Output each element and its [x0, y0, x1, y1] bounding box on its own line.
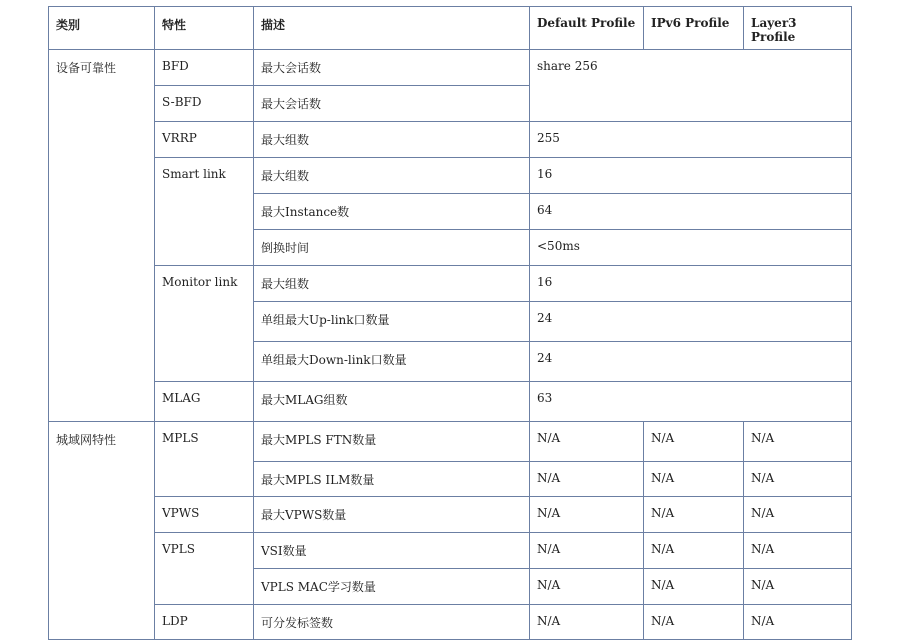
default-value-cell: N/A	[530, 422, 644, 462]
table-row	[49, 497, 852, 533]
table-row	[49, 122, 852, 158]
description-cell: 最大组数	[254, 266, 530, 302]
layer3-value-cell: N/A	[744, 605, 852, 640]
value-cell: 63	[530, 382, 852, 422]
value-cell: 255	[530, 122, 852, 158]
ipv6-value-cell: N/A	[644, 497, 744, 533]
ipv6-value-cell: N/A	[644, 462, 744, 497]
layer3-value-cell: N/A	[744, 422, 852, 462]
description-cell: 单组最大Down-link口数量	[254, 342, 530, 382]
feature-cell: Monitor link	[155, 266, 254, 382]
header-default-profile: Default Profile	[530, 7, 644, 50]
header-description: 描述	[254, 7, 530, 50]
value-cell: 64	[530, 194, 852, 230]
table-row	[49, 382, 852, 422]
table-row	[49, 50, 852, 86]
description-cell: VSI数量	[254, 533, 530, 569]
header-ipv6-profile: IPv6 Profile	[644, 7, 744, 50]
table-row	[49, 605, 852, 640]
default-value-cell: N/A	[530, 533, 644, 569]
feature-cell: VRRP	[155, 122, 254, 158]
layer3-value-cell: N/A	[744, 497, 852, 533]
value-cell: 24	[530, 302, 852, 342]
feature-cell: BFD	[155, 50, 254, 86]
default-value-cell: N/A	[530, 605, 644, 640]
table-row	[49, 422, 852, 462]
description-cell: 倒换时间	[254, 230, 530, 266]
table-row	[49, 533, 852, 569]
profile-spec-table	[48, 6, 852, 640]
header-category: 类别	[49, 7, 155, 50]
description-cell: 最大组数	[254, 158, 530, 194]
description-cell: 最大Instance数	[254, 194, 530, 230]
feature-cell: MLAG	[155, 382, 254, 422]
default-value-cell: N/A	[530, 497, 644, 533]
description-cell: 最大VPWS数量	[254, 497, 530, 533]
description-cell: 最大组数	[254, 122, 530, 158]
ipv6-value-cell: N/A	[644, 605, 744, 640]
table-row	[49, 266, 852, 302]
feature-cell: VPWS	[155, 497, 254, 533]
value-cell: 16	[530, 266, 852, 302]
feature-cell: S-BFD	[155, 86, 254, 122]
value-cell: <50ms	[530, 230, 852, 266]
description-cell: 最大会话数	[254, 50, 530, 86]
value-cell: share 256	[530, 50, 852, 122]
ipv6-value-cell: N/A	[644, 569, 744, 605]
ipv6-value-cell: N/A	[644, 422, 744, 462]
value-cell: 24	[530, 342, 852, 382]
default-value-cell: N/A	[530, 462, 644, 497]
description-cell: 最大MPLS FTN数量	[254, 422, 530, 462]
description-cell: 最大MPLS ILM数量	[254, 462, 530, 497]
ipv6-value-cell: N/A	[644, 533, 744, 569]
layer3-value-cell: N/A	[744, 569, 852, 605]
header-feature: 特性	[155, 7, 254, 50]
value-cell: 16	[530, 158, 852, 194]
feature-cell: Smart link	[155, 158, 254, 266]
table-row	[49, 158, 852, 194]
feature-cell: VPLS	[155, 533, 254, 605]
category-cell: 设备可靠性	[49, 50, 155, 422]
description-cell: VPLS MAC学习数量	[254, 569, 530, 605]
description-cell: 单组最大Up-link口数量	[254, 302, 530, 342]
layer3-value-cell: N/A	[744, 462, 852, 497]
description-cell: 最大会话数	[254, 86, 530, 122]
feature-cell: MPLS	[155, 422, 254, 497]
description-cell: 最大MLAG组数	[254, 382, 530, 422]
category-cell: 城域网特性	[49, 422, 155, 640]
header-row	[49, 7, 852, 50]
feature-cell: LDP	[155, 605, 254, 640]
header-layer3-profile: Layer3 Profile	[744, 7, 852, 50]
description-cell: 可分发标签数	[254, 605, 530, 640]
layer3-value-cell: N/A	[744, 533, 852, 569]
default-value-cell: N/A	[530, 569, 644, 605]
